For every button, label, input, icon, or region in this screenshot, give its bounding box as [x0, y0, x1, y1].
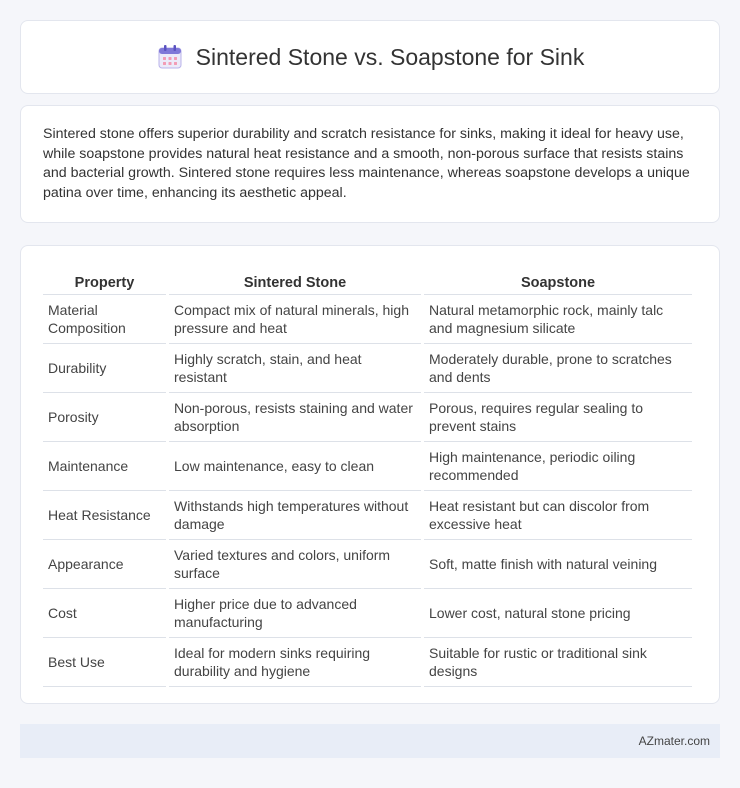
- property-cell: Cost: [43, 589, 166, 638]
- sintered-stone-cell: Compact mix of natural minerals, high pressure and heat: [169, 295, 421, 344]
- calendar-icon: [156, 43, 184, 71]
- column-header-soapstone: Soapstone: [424, 266, 692, 295]
- table-row: [43, 295, 692, 344]
- soapstone-cell: Moderately durable, prone to scratches and dents: [424, 344, 692, 393]
- soapstone-cell: Heat resistant but can discolor from excessive heat: [424, 491, 692, 540]
- soapstone-cell: Porous, requires regular sealing to prevent stains: [424, 393, 692, 442]
- table-row: [43, 491, 692, 540]
- footer-brand: AZmater.com: [638, 734, 710, 748]
- table-row: [43, 442, 692, 491]
- property-cell: Porosity: [43, 393, 166, 442]
- table-row: [43, 540, 692, 589]
- sintered-stone-cell: Ideal for modern sinks requiring durability and hygiene: [169, 638, 421, 687]
- title-card: [20, 20, 720, 94]
- property-cell: Durability: [43, 344, 166, 393]
- sintered-stone-cell: Withstands high temperatures without damage: [169, 491, 421, 540]
- table-header-row: [43, 266, 692, 295]
- column-header-sintered-stone: Sintered Stone: [169, 266, 421, 295]
- property-cell: Best Use: [43, 638, 166, 687]
- table-row: [43, 344, 692, 393]
- soapstone-cell: Lower cost, natural stone pricing: [424, 589, 692, 638]
- soapstone-cell: Soft, matte finish with natural veining: [424, 540, 692, 589]
- property-cell: Heat Resistance: [43, 491, 166, 540]
- sintered-stone-cell: Higher price due to advanced manufacturing: [169, 589, 421, 638]
- comparison-table: [40, 266, 695, 687]
- intro-text: Sintered stone offers superior durability and scratch resistance for sinks, making it ideal for heavy use, while soapstone provides natural heat resistance and a smooth, non-porous surface that resists stains and bacterial growth. Sintered stone requires less maintenance, whereas soapstone develops a unique patina over time, enhancing its aesthetic appeal.: [43, 126, 690, 201]
- intro-card: [20, 105, 720, 223]
- sintered-stone-cell: Varied textures and colors, uniform surface: [169, 540, 421, 589]
- table-row: [43, 589, 692, 638]
- sintered-stone-cell: Low maintenance, easy to clean: [169, 442, 421, 491]
- property-cell: Material Composition: [43, 295, 166, 344]
- column-header-property: Property: [43, 266, 166, 295]
- footer: [20, 724, 720, 758]
- property-cell: Appearance: [43, 540, 166, 589]
- table-row: [43, 393, 692, 442]
- soapstone-cell: High maintenance, periodic oiling recommended: [424, 442, 692, 491]
- table-row: [43, 638, 692, 687]
- soapstone-cell: Natural metamorphic rock, mainly talc and magnesium silicate: [424, 295, 692, 344]
- sintered-stone-cell: Non-porous, resists staining and water absorption: [169, 393, 421, 442]
- sintered-stone-cell: Highly scratch, stain, and heat resistant: [169, 344, 421, 393]
- soapstone-cell: Suitable for rustic or traditional sink designs: [424, 638, 692, 687]
- page-title: Sintered Stone vs. Soapstone for Sink: [195, 43, 585, 70]
- property-cell: Maintenance: [43, 442, 166, 491]
- comparison-table-card: [20, 245, 720, 704]
